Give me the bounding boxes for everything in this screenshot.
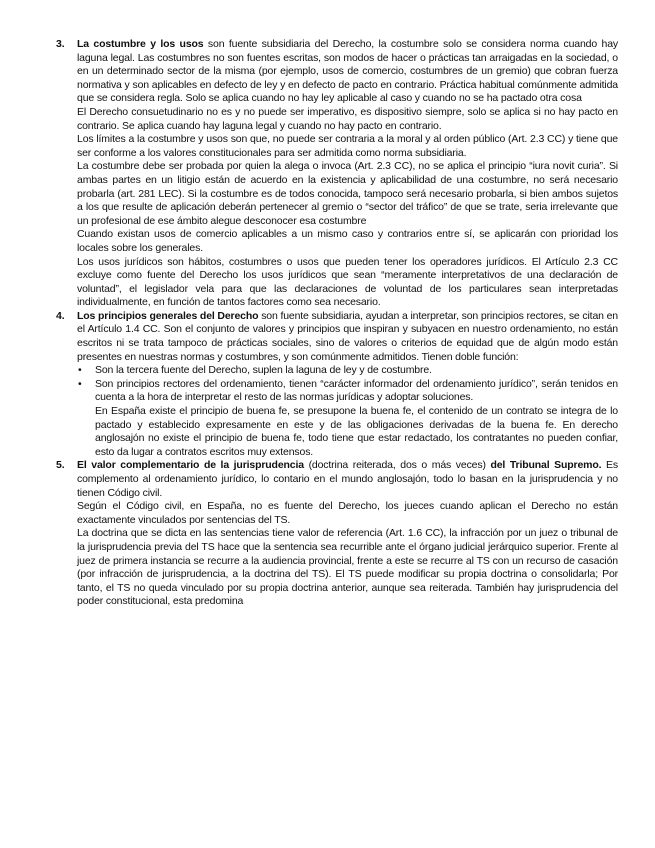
item-5-heading: El valor complementario de la jurisprudencia [77, 459, 304, 472]
paragraph: Cuando existan usos de comercio aplicables a un mismo caso y contrarios entre sí, se aplicarán con prioridad los locales sobre los generales. [77, 228, 618, 254]
bullet-item [78, 364, 618, 378]
bullet-icon: • [78, 377, 82, 390]
item-3-text: son fuente subsidiaria del Derecho, la costumbre solo se considera norma cuando hay laguna legal. Las costumbres no son fuentes escritas, son modos de hacer o prácticas tan arraigadas en la sociedad, o en un determinado sector de la misma (por ejemplo, usos de comercio, costumbres de un gremio) que cobran fuerza normativa y son aplicables en defecto de ley y en defecto de pacto en contrario. Práctica habitual comúnmente admitida que se considera regla. Solo se aplica cuando no hay ley aplicable al caso y cuando no se ha pactado otra cosa [77, 38, 619, 105]
paragraph: Los usos jurídicos son hábitos, costumbres o usos que pueden tener los operadores jurídicos. El Artículo 2.3 CC excluye como fuente del Derecho los usos jurídicos que sean “meramente interpretativos de una declaración de voluntad”, el legislador vela para que las declaraciones de voluntad de los particulares sean interpretadas individualmente, en función de tantos factores como sea necesario. [77, 255, 618, 309]
item-5-intro [77, 459, 618, 500]
item-number: 3. [56, 38, 65, 50]
paragraph: El Derecho consuetudinario no es y no puede ser imperativo, es dispositivo siempre, solo se aplica si no hay pacto en contrario. Se aplica cuando hay laguna legal y cuando no hay pacto en contrario. [77, 105, 618, 132]
list-item-5 [56, 459, 618, 609]
item-5-heading-paren: (doctrina reiterada, dos o más veces) [303, 459, 491, 472]
list-item-4 [56, 310, 618, 364]
item-4-heading: Los principios generales del Derecho [77, 309, 259, 322]
paragraph: La costumbre debe ser probada por quien la alega o invoca (Art. 2.3 CC), no se aplica el principio “iura novit curia”. Si ambas partes en un litigio están de acuerdo en la existencia y aplicabilidad de una costumbre, no será necesario probarla (art. 281 LEC). Si la costumbre es de todos conocida, tampoco será necesario probarla, si bien ambos sujetos a los que resulte de aplicación deberán pertenecer al gremio o “sector del tráfico” de que se trate, seria irrelevante que un profesional de ese ámbito alegue desconocer esa costumbre [77, 160, 618, 227]
bullet-note: En España existe el principio de buena fe, se presupone la buena fe, el contenido de un contrato se integra de lo pactado y establecido expresamente en este y de las obligaciones derivadas de la buena fe. En derecho anglosajón no existe el principio de buena fe, todo tiene que estar redactado, los contratantes no pueden confiar, esto da lugar a contratos escritos muy extensos. [95, 405, 618, 458]
paragraph: La doctrina que se dicta en las sentencias tiene valor de referencia (Art. 1.6 CC), la infracción por un juez o tribunal de la jurisprudencia previa del TS hace que la sentencia sea recurrible ante el órgano judicial jerárquico superior. Frente al juez de primera instancia se recurre a la audiencia provincial, frente a este se recurre al TS con un recurso de casación (por infracción de jurisprudencia, a la doctrina del TS). El TS puede modificar su propia doctrina o consolidarla; Por tanto, el TS no queda vinculado por su propia doctrina anterior, aunque sea reiterada. También hay jurisprudencia del poder constitucional, esta predomina [77, 527, 618, 608]
bullet-icon: • [78, 364, 82, 377]
item-3-intro [77, 38, 618, 106]
paragraph: Según el Código civil, en España, no es fuente del Derecho, los jueces cuando aplican el Derecho no están exactamente vinculados por sentencias del TS. [77, 500, 618, 526]
bullet-text: Son la tercera fuente del Derecho, suplen la laguna de ley y de costumbre. [95, 364, 432, 377]
bullet-item [78, 378, 618, 405]
item-number: 4. [56, 309, 65, 322]
document-page [56, 38, 618, 609]
bullet-text: Son principios rectores del ordenamiento, tienen “carácter informador del ordenamiento jurídico”, serán tenidos en cuenta a la hora de interpretar el resto de las normas jurídicas y adoptar soluciones. [95, 377, 618, 404]
item-5-heading-end: del Tribunal Supremo. [490, 459, 602, 472]
list-item-3 [56, 38, 618, 310]
item-4-text: son fuente subsidiaria, ayudan a interpretar, son principios rectores, se citan en el Artículo 1.4 CC. Son el conjunto de valores y principios que inspiran y subyacen en nuestro ordenamiento, no están escritos ni se trata tampoco de prácticas sociales, sino de valores o criterios de equidad que de algún modo están presentes en nuestras normas y costumbres, y son comúnmente admitidos. Tienen doble función: [77, 309, 618, 363]
item-5-text: Es complemento al ordenamiento jurídico, lo contario en el mundo anglosajón, todo lo basan en la jurisprudencia y no tienen Código civil. [77, 459, 618, 499]
paragraph: Los límites a la costumbre y usos son que, no puede ser contraria a la moral y al orden público (Art. 2.3 CC) y tiene que ser conforme a los valores constitucionales para ser admitida como norma subsidiaria. [77, 133, 618, 159]
item-4-intro [77, 310, 618, 364]
item-3-heading: La costumbre y los usos [77, 38, 204, 50]
bullet-list [56, 364, 618, 405]
item-number: 5. [56, 459, 65, 472]
